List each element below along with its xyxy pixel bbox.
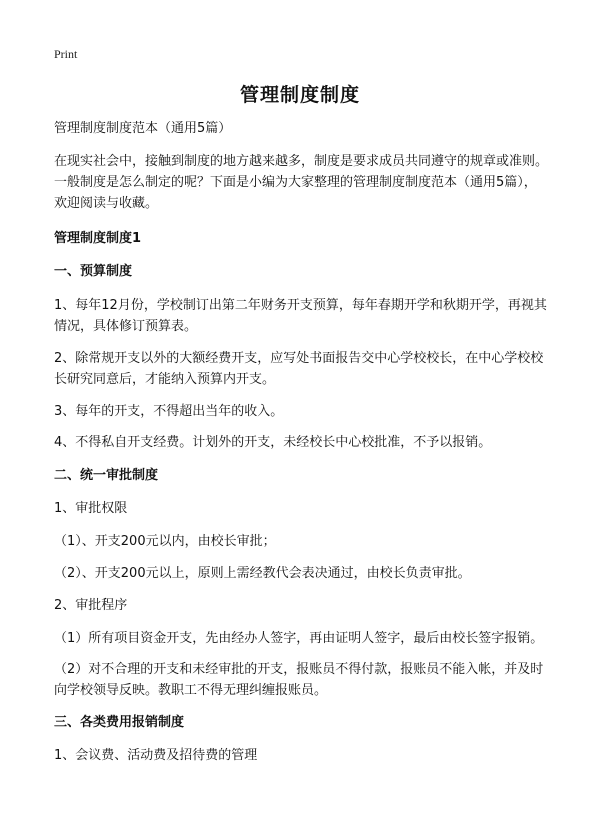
approval-procedure-heading: 2、审批程序 — [54, 598, 128, 613]
reimbursement-heading: 三、各类费用报销制度 — [54, 715, 185, 730]
approval-authority-heading: 1、审批权限 — [54, 501, 128, 516]
budget-item: 3、每年的开支，不得超出当年的收入。 — [54, 404, 284, 419]
budget-item: 4、不得私自开支经费。计划外的开支，未经校长中心校批准，不予以报销。 — [54, 435, 492, 450]
budget-item: 2、除常规开支以外的大额经费开支，应写处书面报告交中心学校校长，在中心学校校长研究同意后，才能纳入预算内开支。 — [54, 351, 544, 387]
budget-heading: 一、预算制度 — [54, 264, 133, 279]
reimbursement-item: 1、会议费、活动费及招待费的管理 — [54, 748, 258, 763]
section-title: 管理制度制度1 — [54, 231, 142, 246]
approval-authority-item: （2）、开支200元以上，原则上需经教代会表决通过，由校长负责审批。 — [54, 566, 471, 581]
document-subtitle: 管理制度制度范本（通用5篇） — [54, 121, 232, 136]
print-link[interactable]: Print — [54, 47, 78, 61]
approval-heading: 二、统一审批制度 — [54, 468, 159, 483]
approval-authority-item: （1）、开支200元以内，由校长审批； — [54, 534, 276, 549]
intro-paragraph: 在现实社会中，接触到制度的地方越来越多，制度是要求成员共同遵守的规章或准则。一般制度是怎么制定的呢？下面是小编为大家整理的管理制度制度范本（通用5篇），欢迎阅读与收藏。 — [54, 154, 549, 211]
approval-procedure-item: （2）对不合理的开支和未经审批的开支，报账员不得付款，报账员不能入帐，并及时向学校领导反映。教职工不得无理纠缠报账员。 — [54, 662, 544, 698]
document-title: 管理制度制度 — [239, 84, 360, 106]
budget-item: 1、每年12月份，学校制订出第二年财务开支预算，每年春期开学和秋期开学，再视其情况，具体修订预算表。 — [54, 298, 547, 334]
approval-procedure-item: （1）所有项目资金开支，先由经办人签字，再由证明人签字，最后由校长签字报销。 — [54, 631, 544, 646]
document-body — [54, 118, 548, 766]
